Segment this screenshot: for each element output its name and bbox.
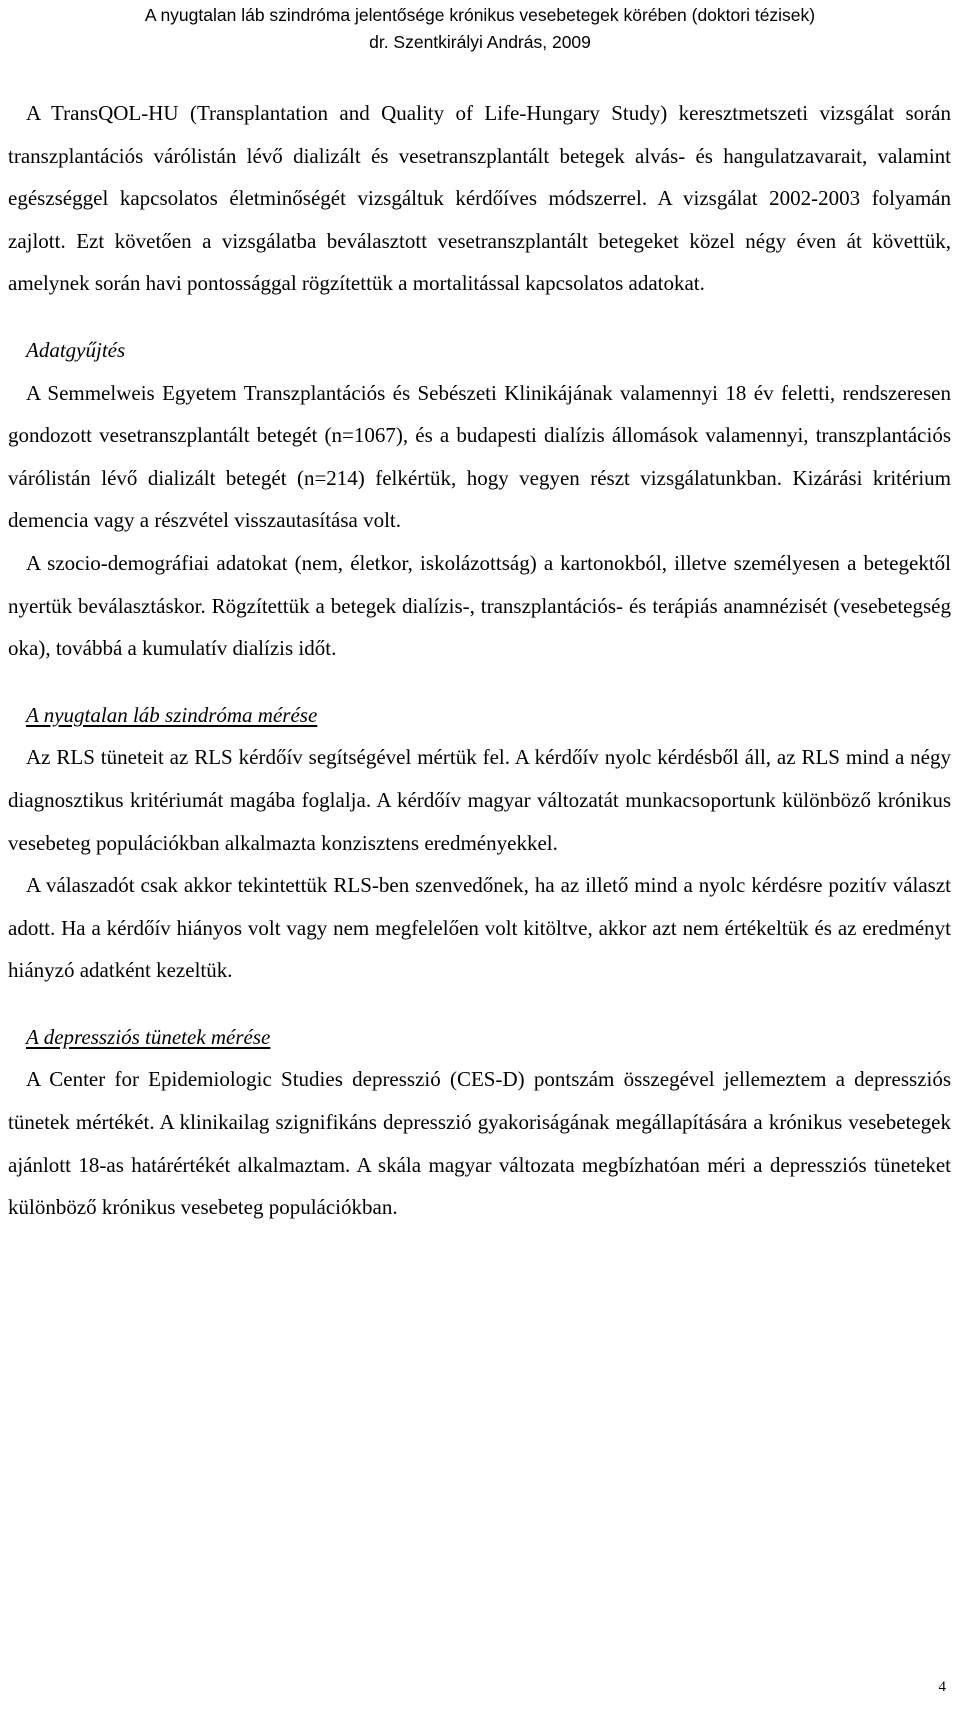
depression-paragraph-1: A Center for Epidemiologic Studies depresszió (CES-D) pontszám összegével jellemeztem a depressziós tünetek mértékét. A klinikailag szignifikáns depresszió gyakoriságának megállapítására a krónikus vesebetegek ajánlott 18-as határértékét alkalmaztam. A skála magyar változata megbízhatóan méri a depressziós tüneteket különböző krónikus vesebeteg populációkban. (8, 1067, 951, 1220)
section-title-rls (8, 694, 951, 737)
document-body (8, 92, 951, 1229)
section-title-rls-text: A nyugtalan láb szindróma mérése (26, 702, 318, 727)
rls-paragraph-1: Az RLS tüneteit az RLS kérdőív segítségével mértük fel. A kérdőív nyolc kérdésből áll, az RLS mind a négy diagnosztikus kritériumát magába foglalja. A kérdőív magyar változatát munkacsoportunk különböző krónikus vesebeteg populációkban alkalmazta konzisztens eredményekkel. (8, 745, 951, 855)
section-title-depression-text: A depressziós tünetek mérése (26, 1024, 271, 1049)
intro-paragraph: A TransQOL-HU (Transplantation and Quality of Life-Hungary Study) keresztmetszeti vizsgálat során transzplantációs várólistán lévő dializált és vesetranszplantált betegek alvás- és hangulatzavarait, valamint egészséggel kapcsolatos életminőségét vizsgáltuk kérdőíves módszerrel. A vizsgálat 2002-2003 folyamán zajlott. Ezt követően a vizsgálatba beválasztott vesetranszplantált betegeket közel négy éven át követtük, amelynek során havi pontossággal rögzítettük a mortalitással kapcsolatos adatokat. (8, 101, 951, 296)
running-header (0, 2, 960, 56)
spacer (8, 305, 951, 329)
spacer (8, 670, 951, 694)
header-author: dr. Szentkirályi András, 2009 (369, 32, 591, 52)
section-title-depression (8, 1016, 951, 1059)
page-number: 4 (938, 1679, 946, 1695)
data-collection-paragraph-2: A szocio-demográfiai adatokat (nem, életkor, iskolázottság) a kartonokból, illetve személyesen a betegektől nyertük beválasztáskor. Rögzítettük a betegek dialízis-, transzplantációs- és terápiás anamnézisét (vesebetegség oka), továbbá a kumulatív dialízis időt. (8, 550, 951, 661)
data-collection-paragraph-1: A Semmelweis Egyetem Transzplantációs és Sebészeti Klinikájának valamennyi 18 év feletti, rendszeresen gondozott vesetranszplantált betegét (n=1067), és a budapesti dialízis állomások valamennyi, transzplantációs várólistán lévő dializált betegét (n=214) felkértük, hogy vegyen részt vizsgálatunkban. Kizárási kritérium demencia vagy a részvétel visszautasítása volt. (8, 380, 951, 533)
section-title-data-collection: Adatgyűjtés (26, 337, 126, 362)
spacer (8, 992, 951, 1016)
rls-paragraph-2: A válaszadót csak akkor tekintettük RLS-ben szenvedőnek, ha az illető mind a nyolc kérdésre pozitív választ adott. Ha a kérdőív hiányos volt vagy nem megfelelően volt kitöltve, akkor azt nem értékeltük és az eredményt hiányzó adatként kezeltük. (8, 873, 951, 983)
header-title: A nyugtalan láb szindróma jelentősége krónikus vesebetegek körében (doktori tézisek) (144, 5, 816, 25)
